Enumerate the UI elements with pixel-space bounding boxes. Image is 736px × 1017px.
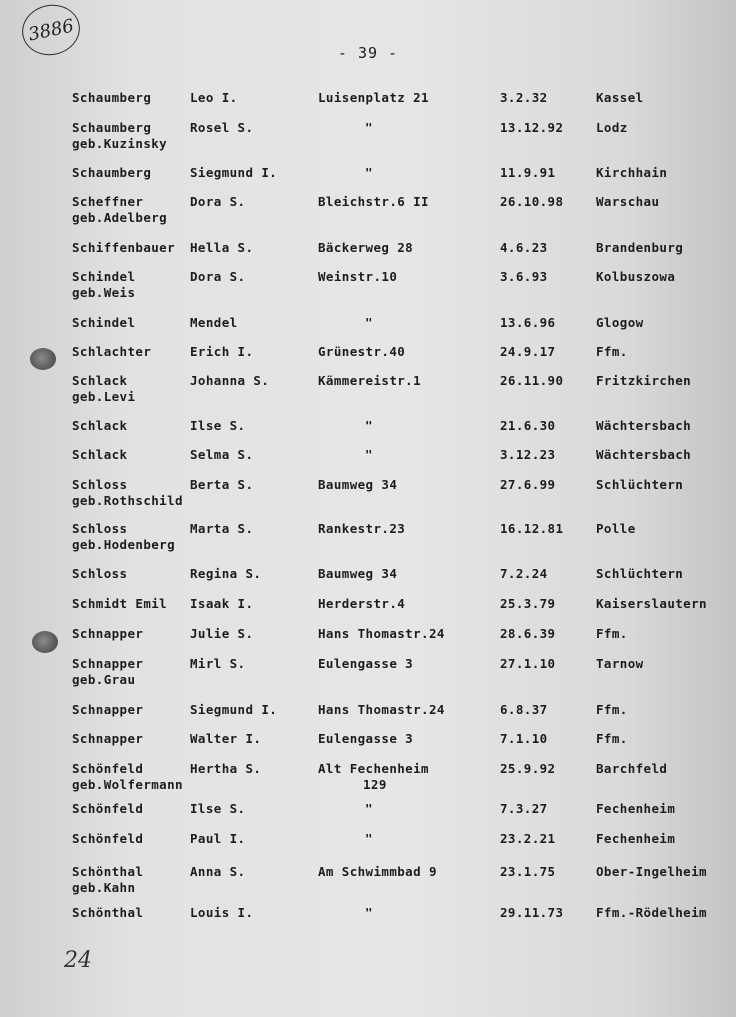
birth-place: Warschau: [596, 194, 660, 209]
list-item: [0, 269, 736, 309]
surname: Schönfeld: [72, 831, 144, 846]
address: Herderstr.4: [318, 596, 406, 611]
birth-place: Tarnow: [596, 656, 644, 671]
birth-date: 26.11.90: [500, 373, 564, 388]
address: Eulengasse 3: [318, 731, 414, 746]
birth-place: Barchfeld: [596, 761, 668, 776]
address: ": [365, 165, 373, 180]
page-number: - 39 -: [337, 44, 399, 62]
birth-place: Polle: [596, 521, 636, 536]
birth-place: Kassel: [596, 90, 644, 105]
surname: Schnapper: [72, 731, 144, 746]
surname: Schindel: [72, 315, 136, 330]
surname: Schlachter: [72, 344, 152, 359]
surname: Schiffenbauer: [72, 240, 176, 255]
address: ": [365, 801, 373, 816]
birth-date: 27.1.10: [500, 656, 556, 671]
surname: Schaumberg: [72, 165, 152, 180]
address: ": [365, 831, 373, 846]
address: Baumweg 34: [318, 566, 398, 581]
address: Alt Fechenheim: [318, 761, 429, 776]
birth-date: 3.2.32: [500, 90, 548, 105]
given-name: Siegmund I.: [190, 702, 278, 717]
given-name: Berta S.: [190, 477, 254, 492]
birth-place: Wächtersbach: [596, 418, 692, 433]
given-name: Louis I.: [190, 905, 254, 920]
given-name: Paul I.: [190, 831, 246, 846]
address: ": [365, 905, 373, 920]
birth-name: geb.Rothschild: [72, 493, 183, 508]
birth-date: 11.9.91: [500, 165, 556, 180]
birth-place: Glogow: [596, 315, 644, 330]
birth-date: 27.6.99: [500, 477, 556, 492]
birth-date: 25.9.92: [500, 761, 556, 776]
birth-name: geb.Adelberg: [72, 210, 168, 225]
birth-date: 4.6.23: [500, 240, 548, 255]
given-name: Regina S.: [190, 566, 262, 581]
given-name: Marta S.: [190, 521, 254, 536]
birth-place: Fechenheim: [596, 831, 676, 846]
birth-place: Lodz: [596, 120, 628, 135]
birth-name: geb.Weis: [72, 285, 136, 300]
birth-place: Brandenburg: [596, 240, 684, 255]
given-name: Dora S.: [190, 194, 246, 209]
given-name: Mirl S.: [190, 656, 246, 671]
address: Grünestr.40: [318, 344, 406, 359]
address: ": [365, 418, 373, 433]
address: ": [365, 447, 373, 462]
address: ": [365, 120, 373, 135]
surname: Schaumberg: [72, 120, 152, 135]
surname: Schnapper: [72, 702, 144, 717]
birth-place: Kirchhain: [596, 165, 668, 180]
birth-date: 28.6.39: [500, 626, 556, 641]
birth-date: 26.10.98: [500, 194, 564, 209]
address: Eulengasse 3: [318, 656, 414, 671]
surname: Schönthal: [72, 905, 144, 920]
birth-name: geb.Kahn: [72, 880, 136, 895]
birth-date: 23.1.75: [500, 864, 556, 879]
address: Hans Thomastr.24: [318, 626, 445, 641]
address: Kämmereistr.1: [318, 373, 422, 388]
surname: Schlack: [72, 373, 128, 388]
birth-place: Ffm.: [596, 702, 628, 717]
birth-name: geb.Levi: [72, 389, 136, 404]
given-name: Anna S.: [190, 864, 246, 879]
address: Am Schwimmbad 9: [318, 864, 437, 879]
given-name: Mendel: [190, 315, 238, 330]
given-name: Hella S.: [190, 240, 254, 255]
surname: Schönfeld: [72, 801, 144, 816]
birth-date: 21.6.30: [500, 418, 556, 433]
birth-date: 3.12.23: [500, 447, 556, 462]
birth-date: 7.3.27: [500, 801, 548, 816]
address: Hans Thomastr.24: [318, 702, 445, 717]
address: Rankestr.23: [318, 521, 406, 536]
given-name: Leo I.: [190, 90, 238, 105]
surname: Schloss: [72, 477, 128, 492]
handwritten-note: 24: [64, 948, 92, 973]
birth-place: Ffm.: [596, 344, 628, 359]
birth-place: Ffm.: [596, 731, 628, 746]
birth-name: geb.Grau: [72, 672, 136, 687]
birth-name: geb.Wolfermann: [72, 777, 183, 792]
surname: Schlack: [72, 447, 128, 462]
birth-place: Fechenheim: [596, 801, 676, 816]
birth-name: geb.Kuzinsky: [72, 136, 168, 151]
birth-date: 6.8.37: [500, 702, 548, 717]
birth-place: Ober-Ingelheim: [596, 864, 707, 879]
birth-date: 16.12.81: [500, 521, 564, 536]
birth-date: 13.6.96: [500, 315, 556, 330]
birth-date: 29.11.73: [500, 905, 564, 920]
surname: Schnapper: [72, 656, 144, 671]
surname: Schnapper: [72, 626, 144, 641]
given-name: Dora S.: [190, 269, 246, 284]
surname: Schindel: [72, 269, 136, 284]
given-name: Julie S.: [190, 626, 254, 641]
birth-place: Kaiserslautern: [596, 596, 707, 611]
birth-date: 3.6.93: [500, 269, 548, 284]
birth-date: 25.3.79: [500, 596, 556, 611]
address: Weinstr.10: [318, 269, 398, 284]
birth-place: Fritzkirchen: [596, 373, 692, 388]
birth-place: Ffm.: [596, 626, 628, 641]
list-item: [0, 521, 736, 561]
surname: Schloss: [72, 566, 128, 581]
list-item: [0, 120, 736, 160]
archive-stamp: 3886: [17, 0, 84, 60]
surname: Schlack: [72, 418, 128, 433]
given-name: Ilse S.: [190, 418, 246, 433]
birth-date: 7.2.24: [500, 566, 548, 581]
address: Luisenplatz 21: [318, 90, 429, 105]
birth-place: Schlüchtern: [596, 477, 684, 492]
birth-place: Wächtersbach: [596, 447, 692, 462]
given-name: Walter I.: [190, 731, 262, 746]
birth-place: Ffm.-Rödelheim: [596, 905, 707, 920]
birth-date: 24.9.17: [500, 344, 556, 359]
address: Bäckerweg 28: [318, 240, 414, 255]
address: ": [365, 315, 373, 330]
given-name: Siegmund I.: [190, 165, 278, 180]
surname: Schloss: [72, 521, 128, 536]
birth-name: geb.Hodenberg: [72, 537, 176, 552]
given-name: Isaak I.: [190, 596, 254, 611]
birth-date: 13.12.92: [500, 120, 564, 135]
list-item: [0, 477, 736, 517]
given-name: Selma S.: [190, 447, 254, 462]
list-item: [0, 905, 736, 945]
given-name: Erich I.: [190, 344, 254, 359]
given-name: Ilse S.: [190, 801, 246, 816]
birth-date: 23.2.21: [500, 831, 556, 846]
list-item: [0, 864, 736, 904]
birth-date: 7.1.10: [500, 731, 548, 746]
list-item: [0, 194, 736, 234]
surname: Schaumberg: [72, 90, 152, 105]
list-item: [0, 761, 736, 801]
given-name: Johanna S.: [190, 373, 270, 388]
given-name: Hertha S.: [190, 761, 262, 776]
surname: Scheffner: [72, 194, 144, 209]
surname: Schmidt Emil: [72, 596, 168, 611]
birth-place: Schlüchtern: [596, 566, 684, 581]
address: Bleichstr.6 II: [318, 194, 429, 209]
birth-place: Kolbuszowa: [596, 269, 676, 284]
surname: Schönfeld: [72, 761, 144, 776]
surname: Schönthal: [72, 864, 144, 879]
address-line2: 129: [363, 777, 387, 792]
list-item: [0, 656, 736, 696]
list-item: [0, 373, 736, 413]
given-name: Rosel S.: [190, 120, 254, 135]
address: Baumweg 34: [318, 477, 398, 492]
